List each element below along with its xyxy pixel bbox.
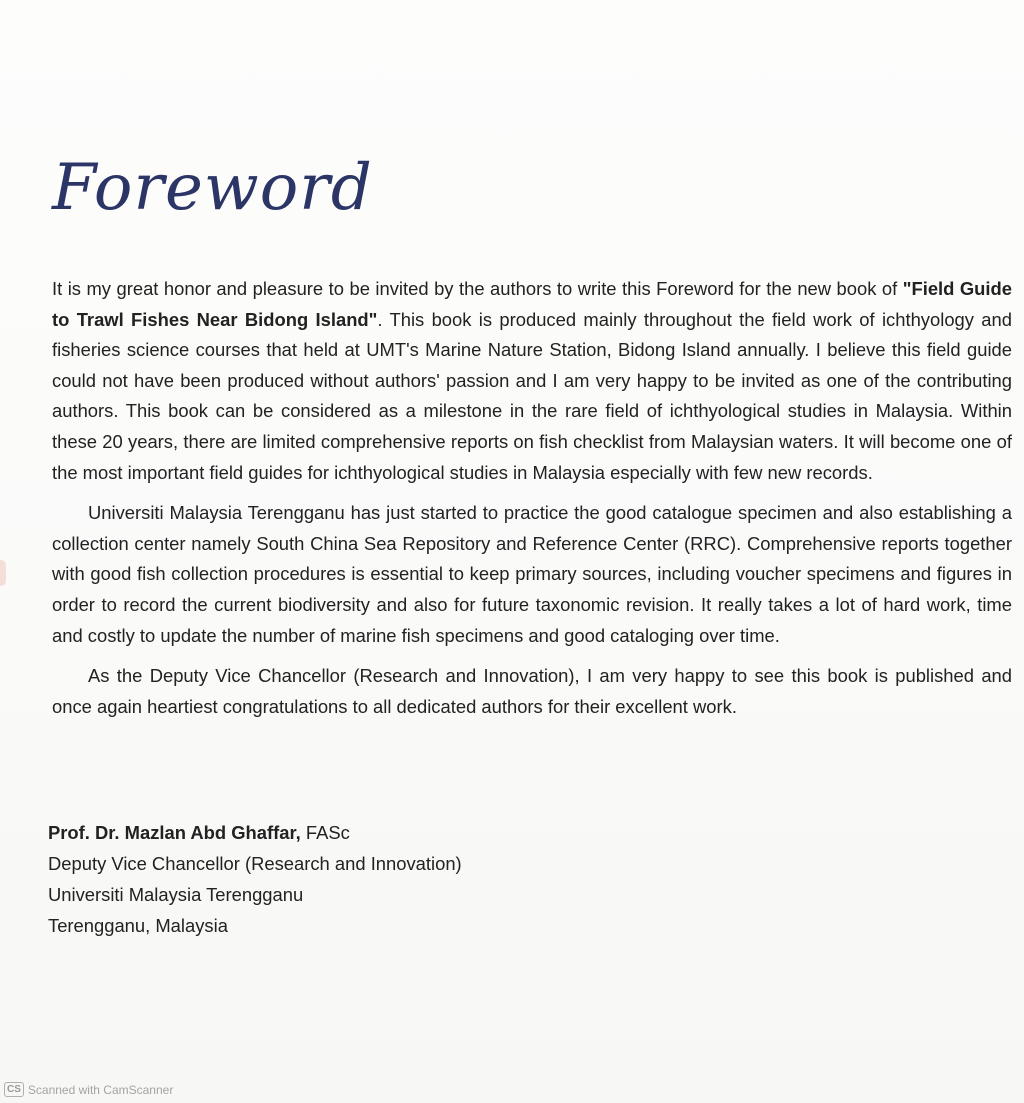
scanner-watermark	[4, 1082, 173, 1097]
paragraph-1-rest: . This book is produced mainly throughout the field work of ichthyology and fisheries science courses that held at UMT's Marine Nature Station, Bidong Island annually. I believe this field guide could not have been produced without authors' passion and I am very happy to be invited as one of the contributing authors. This book can be considered as a milestone in the rare field of ichthyological studies in Malaysia. Within these 20 years, there are limited comprehensive reports on fish checklist from Malaysian waters. It will become one of the most important field guides for ichthyological studies in Malaysia especially with few new records.	[52, 308, 1012, 483]
paragraph-1-intro: It is my great honor and pleasure to be invited by the authors to write this Foreword for the new book of	[52, 278, 903, 299]
scanner-watermark-text: Scanned with CamScanner	[27, 1082, 174, 1097]
camscanner-logo-icon: CS	[4, 1082, 24, 1097]
book-title: "Field Guide to Trawl Fishes Near Bidong Island"	[52, 278, 1012, 330]
signatory-institution: Universiti Malaysia Terengganu	[48, 884, 304, 905]
paragraph-1	[52, 274, 1012, 488]
signatory-name: Prof. Dr. Mazlan Abd Ghaffar,	[48, 822, 301, 843]
paragraph-2: Universiti Malaysia Terengganu has just started to practice the good catalogue specimen and also establishing a collection center namely South China Sea Repository and Reference Center (RRC). Comprehensive reports together with good fish collection procedures is essential to keep primary sources, including voucher specimens and figures in order to record the current biodiversity and also for future taxonomic revision. It really takes a lot of hard work, time and costly to update the number of marine fish specimens and good cataloging over time.	[52, 502, 1012, 646]
page-title: Foreword	[52, 151, 373, 225]
paragraph-3: As the Deputy Vice Chancellor (Research and Innovation), I am very happy to see this book is published and once again heartiest congratulations to all dedicated authors for their excellent work.	[52, 665, 1012, 717]
page-edge-mark	[0, 560, 6, 586]
signatory-honorific: FASc	[300, 822, 350, 843]
signatory-position: Deputy Vice Chancellor (Research and Innovation)	[48, 853, 462, 874]
signatory-line	[48, 817, 462, 848]
signatory-location: Terengganu, Malaysia	[48, 915, 228, 936]
signature-block	[48, 817, 462, 941]
foreword-body	[52, 274, 1012, 732]
